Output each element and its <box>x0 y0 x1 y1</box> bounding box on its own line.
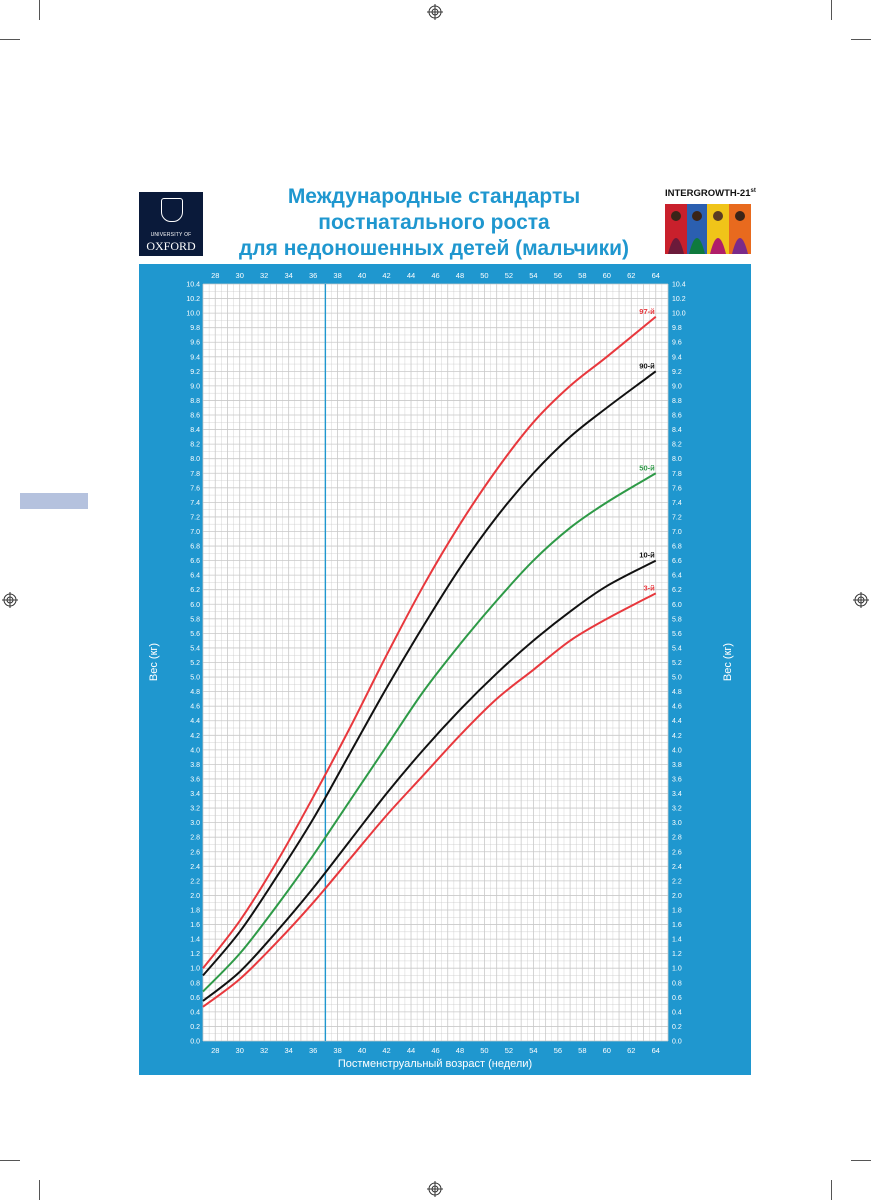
poster-header <box>139 176 756 264</box>
y-tick-label: 2.4 <box>672 863 682 871</box>
x-tick-label: 46 <box>431 1046 440 1055</box>
y-tick-label: 1.4 <box>672 936 682 944</box>
crop-mark <box>39 1180 40 1200</box>
y-tick-label: 6.4 <box>672 572 682 580</box>
y-tick-label: 5.6 <box>672 630 682 638</box>
x-tick-label: 56 <box>553 271 563 280</box>
y-tick-label: 2.6 <box>672 849 682 857</box>
y-tick-label: 1.6 <box>190 922 200 930</box>
y-tick-label: 10.0 <box>186 310 200 318</box>
y-tick-label: 0.8 <box>190 980 200 988</box>
y-tick-label: 2.0 <box>190 892 200 900</box>
y-axis-label-left: Вес (кг) <box>148 642 160 682</box>
y-tick-label: 2.4 <box>190 863 200 871</box>
y-tick-label: 6.2 <box>190 587 200 595</box>
x-tick-label: 38 <box>333 271 342 280</box>
y-tick-label: 2.2 <box>672 878 682 886</box>
y-tick-label: 9.2 <box>190 368 200 376</box>
y-tick-label: 9.2 <box>672 368 682 376</box>
y-tick-label: 6.8 <box>672 543 682 551</box>
y-tick-label: 10.4 <box>672 281 686 289</box>
x-tick-label: 60 <box>602 271 611 280</box>
x-tick-label: 50 <box>480 271 489 280</box>
y-tick-label: 1.0 <box>672 965 682 973</box>
y-tick-label: 8.4 <box>190 427 200 435</box>
y-tick-label: 3.4 <box>672 791 682 799</box>
registration-mark-icon <box>853 592 869 608</box>
y-tick-label: 5.4 <box>672 645 682 653</box>
x-tick-label: 64 <box>651 1046 660 1055</box>
y-tick-label: 7.4 <box>190 499 200 507</box>
y-tick-label: 0.8 <box>672 980 682 988</box>
x-tick-label: 48 <box>455 271 465 280</box>
y-tick-label: 8.0 <box>672 456 682 464</box>
y-tick-label: 8.0 <box>190 456 200 464</box>
oxford-logo-small-text: UNIVERSITY OF <box>150 232 192 238</box>
x-tick-label: 52 <box>504 1046 514 1055</box>
y-tick-label: 6.4 <box>190 572 200 580</box>
x-tick-label: 64 <box>651 271 660 280</box>
y-tick-label: 9.6 <box>190 339 200 347</box>
y-tick-label: 10.4 <box>186 281 200 289</box>
crop-mark <box>831 1180 832 1200</box>
y-tick-label: 1.8 <box>672 907 682 915</box>
x-tick-labels-bottom <box>211 1046 660 1055</box>
y-tick-label: 5.4 <box>190 645 200 653</box>
registration-mark-icon <box>2 592 18 608</box>
title-line: постнатального роста <box>318 211 550 234</box>
y-tick-label: 9.4 <box>672 354 682 362</box>
y-tick-label: 7.2 <box>672 514 682 522</box>
crop-mark <box>0 39 20 40</box>
x-tick-label: 42 <box>382 271 391 280</box>
y-tick-label: 6.6 <box>190 558 200 566</box>
crop-mark <box>39 0 40 20</box>
intergrowth-name: INTERGROWTH-21 <box>665 188 751 200</box>
y-tick-labels-left <box>186 282 200 1046</box>
y-tick-label: 1.6 <box>672 922 682 930</box>
y-tick-label: 7.8 <box>190 470 200 478</box>
y-tick-label: 3.8 <box>672 761 682 769</box>
percentile-label: 10-й <box>639 550 655 560</box>
registration-mark-icon <box>427 4 443 20</box>
y-tick-label: 7.4 <box>672 499 682 507</box>
intergrowth-artwork-icon <box>665 204 751 254</box>
percentile-label: 97-й <box>639 306 655 316</box>
percentile-label: 90-й <box>639 361 655 371</box>
crop-mark <box>851 39 871 40</box>
y-tick-label: 7.0 <box>190 528 200 536</box>
y-tick-label: 3.0 <box>190 820 200 828</box>
x-tick-label: 36 <box>308 1046 318 1055</box>
y-tick-label: 4.6 <box>672 703 682 711</box>
x-tick-label: 32 <box>260 271 269 280</box>
y-tick-label: 5.8 <box>190 616 200 624</box>
percentile-label: 50-й <box>639 463 655 473</box>
x-tick-label: 54 <box>529 1046 538 1055</box>
y-tick-label: 5.0 <box>672 674 682 682</box>
percentile-label: 3-й <box>643 583 655 593</box>
page-title <box>219 184 649 262</box>
y-tick-label: 9.0 <box>190 383 200 391</box>
y-tick-label: 2.8 <box>672 834 682 842</box>
y-tick-label: 6.2 <box>672 587 682 595</box>
x-tick-label: 46 <box>431 271 440 280</box>
y-tick-label: 0.6 <box>190 994 200 1002</box>
y-tick-label: 1.0 <box>190 965 200 973</box>
y-tick-label: 4.0 <box>190 747 200 755</box>
y-tick-label: 8.6 <box>190 412 200 420</box>
y-tick-label: 9.6 <box>672 339 682 347</box>
x-tick-label: 34 <box>284 1046 293 1055</box>
y-tick-labels-right <box>672 282 686 1046</box>
y-tick-label: 3.6 <box>672 776 682 784</box>
registration-mark-icon <box>427 1181 443 1197</box>
y-tick-label: 5.8 <box>672 616 682 624</box>
x-tick-label: 38 <box>333 1046 342 1055</box>
y-tick-label: 4.4 <box>672 718 682 726</box>
y-tick-label: 7.6 <box>672 485 682 493</box>
y-tick-label: 4.6 <box>190 703 200 711</box>
x-tick-label: 50 <box>480 1046 489 1055</box>
x-tick-label: 48 <box>455 1046 465 1055</box>
y-tick-label: 10.0 <box>672 310 686 318</box>
title-line: Международные стандарты <box>287 185 581 208</box>
y-tick-label: 5.2 <box>190 660 200 667</box>
oxford-logo <box>139 192 203 256</box>
y-tick-label: 4.8 <box>672 689 682 697</box>
y-tick-label: 10.2 <box>672 296 686 304</box>
title-line: для недоношенных детей (мальчики) <box>238 237 630 260</box>
x-tick-label: 32 <box>260 1046 269 1055</box>
y-tick-label: 4.2 <box>190 732 200 740</box>
y-tick-label: 2.8 <box>190 834 200 842</box>
y-tick-label: 9.8 <box>190 325 200 333</box>
x-tick-label: 58 <box>578 1046 587 1055</box>
x-tick-label: 36 <box>308 271 318 280</box>
x-tick-label: 30 <box>235 271 244 280</box>
y-tick-label: 6.0 <box>190 601 200 609</box>
crest-icon <box>161 198 183 222</box>
x-tick-label: 62 <box>627 1046 636 1055</box>
y-tick-label: 2.0 <box>672 892 682 900</box>
intergrowth-logo-label <box>665 188 756 199</box>
x-tick-label: 40 <box>357 271 367 280</box>
y-tick-label: 7.8 <box>672 470 682 478</box>
y-tick-label: 0.4 <box>190 1009 200 1017</box>
x-tick-label: 30 <box>235 1046 244 1055</box>
y-tick-label: 5.6 <box>190 630 200 638</box>
y-tick-label: 1.2 <box>672 951 682 959</box>
y-tick-label: 6.8 <box>190 543 200 551</box>
y-tick-label: 6.6 <box>672 558 682 566</box>
y-tick-label: 7.2 <box>190 514 200 522</box>
y-tick-label: 0.2 <box>190 1023 200 1031</box>
x-tick-label: 62 <box>627 271 636 280</box>
crop-mark <box>0 1160 20 1161</box>
y-tick-label: 8.2 <box>190 441 200 449</box>
y-tick-label: 4.4 <box>190 718 200 726</box>
x-tick-label: 42 <box>382 1046 391 1055</box>
x-tick-label: 60 <box>602 1046 611 1055</box>
y-axis-label-right: Вес (кг) <box>722 642 734 682</box>
y-tick-label: 3.4 <box>190 791 200 799</box>
crop-mark <box>851 1160 871 1161</box>
y-tick-label: 0.2 <box>672 1023 682 1031</box>
y-tick-label: 4.8 <box>190 689 200 697</box>
y-tick-label: 3.0 <box>672 820 682 828</box>
y-tick-label: 8.2 <box>672 441 682 449</box>
y-tick-label: 6.0 <box>672 601 682 609</box>
x-tick-labels-top <box>211 271 660 280</box>
y-tick-label: 0.0 <box>672 1038 682 1046</box>
y-tick-label: 9.8 <box>672 325 682 333</box>
y-tick-label: 8.4 <box>672 427 682 435</box>
y-tick-label: 0.0 <box>190 1038 200 1046</box>
y-tick-label: 0.6 <box>672 994 682 1002</box>
x-tick-label: 40 <box>357 1046 367 1055</box>
x-tick-label: 44 <box>406 271 416 280</box>
x-tick-label: 28 <box>211 1046 220 1055</box>
y-tick-label: 3.8 <box>190 761 200 769</box>
y-tick-label: 8.8 <box>672 397 682 405</box>
crop-mark <box>831 0 832 20</box>
y-tick-label: 10.2 <box>186 296 200 304</box>
y-tick-label: 2.2 <box>190 878 200 886</box>
x-tick-label: 54 <box>529 271 538 280</box>
y-tick-label: 5.0 <box>190 674 200 682</box>
y-tick-label: 1.4 <box>190 936 200 944</box>
intergrowth-sup: st <box>750 188 756 194</box>
y-tick-label: 4.0 <box>672 747 682 755</box>
oxford-logo-name: OXFORD <box>146 239 196 253</box>
x-tick-label: 34 <box>284 271 293 280</box>
y-tick-label: 7.6 <box>190 485 200 493</box>
y-tick-label: 2.6 <box>190 849 200 857</box>
y-tick-label: 9.4 <box>190 354 200 362</box>
y-tick-label: 8.8 <box>190 397 200 405</box>
y-tick-label: 3.2 <box>190 805 200 813</box>
x-axis-label: Постменструальный возраст (недели) <box>337 1058 533 1070</box>
y-tick-label: 8.6 <box>672 412 682 420</box>
x-tick-label: 28 <box>211 271 220 280</box>
x-tick-label: 56 <box>553 1046 563 1055</box>
y-tick-label: 9.0 <box>672 383 682 391</box>
section-tab <box>20 493 88 509</box>
y-tick-label: 7.0 <box>672 528 682 536</box>
growth-chart <box>139 264 751 1075</box>
y-tick-label: 5.2 <box>672 660 682 667</box>
x-tick-label: 52 <box>504 271 514 280</box>
y-tick-label: 0.4 <box>672 1009 682 1017</box>
x-tick-label: 58 <box>578 271 587 280</box>
y-tick-label: 1.2 <box>190 951 200 959</box>
y-tick-label: 3.2 <box>672 805 682 813</box>
x-tick-label: 44 <box>406 1046 416 1055</box>
y-tick-label: 1.8 <box>190 907 200 915</box>
y-tick-label: 4.2 <box>672 732 682 740</box>
y-tick-label: 3.6 <box>190 776 200 784</box>
